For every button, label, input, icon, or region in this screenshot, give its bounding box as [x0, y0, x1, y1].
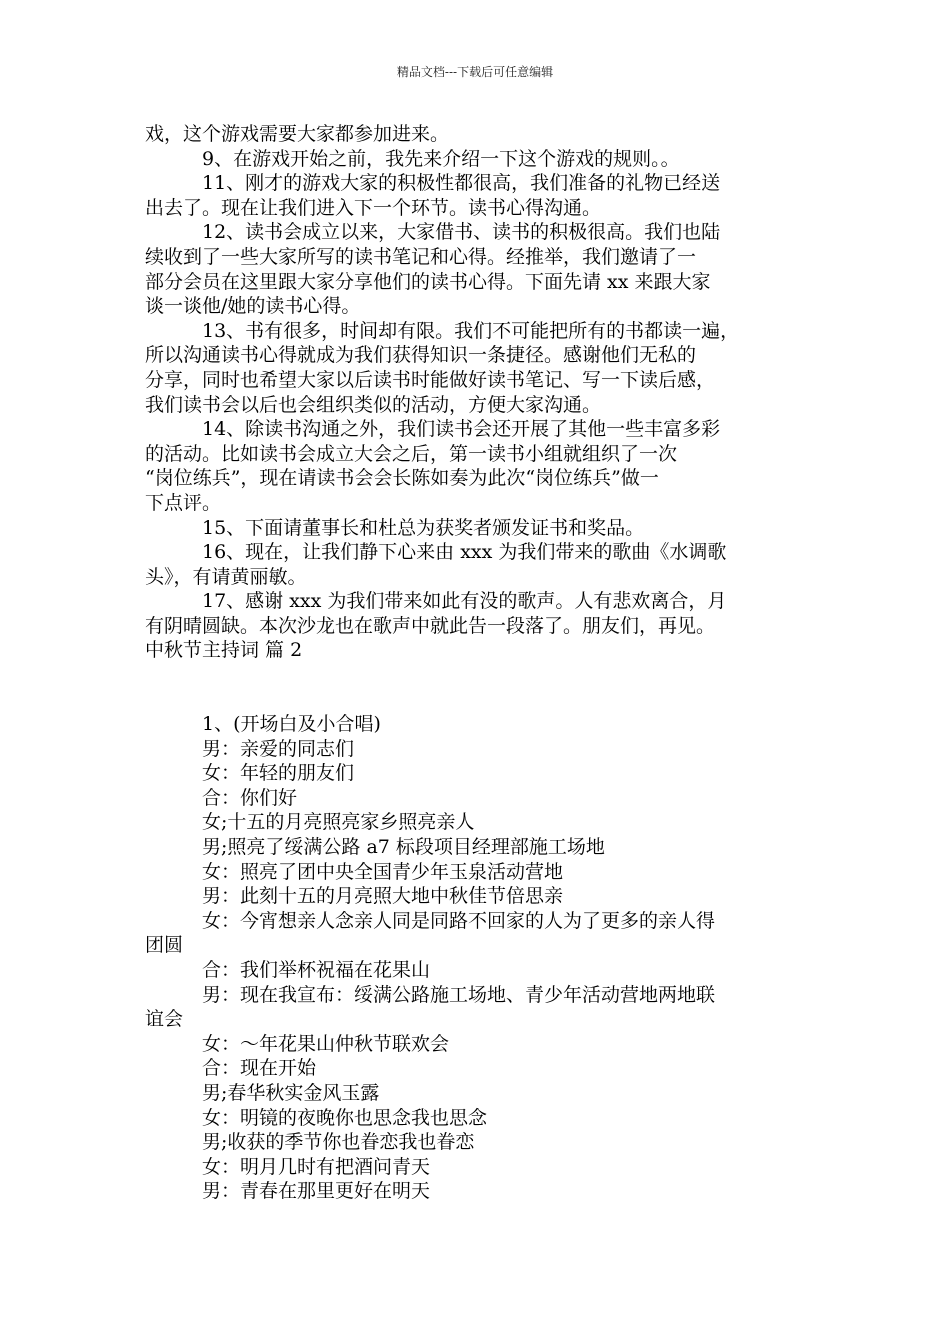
paragraph	[145, 638, 835, 663]
text-line: 12、读书会成立以来，大家借书、读书的积极很高。我们也陆	[202, 221, 721, 244]
dialogue-line	[145, 1179, 835, 1204]
text-line: 14、除读书沟通之外，我们读书会还开展了其他一些丰富多彩	[202, 418, 721, 441]
text-line: 16、现在，让我们静下心来由 xxx 为我们带来的歌曲《水调歌	[202, 541, 727, 564]
dialogue-list	[145, 712, 835, 1204]
page-header: 精品文档---下载后可任意编辑	[396, 65, 554, 79]
dialogue-line	[145, 1081, 835, 1106]
text-line: 出去了。现在让我们进入下一个环节。读书心得沟通。	[145, 196, 602, 219]
text-line: 男;收获的季节你也眷恋我也眷恋	[202, 1131, 475, 1154]
section-spacer	[145, 663, 835, 712]
text-line: 13、书有很多，时间却有限。我们不可能把所有的书都读一遍，	[202, 319, 740, 342]
paragraph	[145, 319, 835, 417]
text-line: 17、感谢 xxx 为我们带来如此有没的歌声。人有悲欢离合，月	[202, 590, 727, 613]
text-line: 合：现在开始	[202, 1057, 317, 1080]
paragraph	[145, 122, 835, 147]
text-line: 男：此刻十五的月亮照大地中秋佳节倍思亲	[202, 885, 564, 908]
text-line: “岗位练兵”，现在请读书会会长陈如奏为此次“岗位练兵”做一	[145, 467, 659, 490]
text-line: 所以沟通读书心得就成为我们获得知识一条捷径。感谢他们无私的	[145, 344, 697, 367]
text-line: 的活动。比如读书会成立大会之后，第一读书小组就组织了一次	[145, 442, 678, 465]
text-line: 男：亲爱的同志们	[202, 737, 355, 760]
text-line: 下点评。	[145, 491, 222, 514]
text-line: 11、刚才的游戏大家的积极性都很高，我们准备的礼物已经送	[202, 172, 721, 195]
paragraph-list	[145, 122, 835, 663]
text-line: 女：明镜的夜晚你也思念我也思念	[202, 1106, 488, 1129]
text-line: 续收到了一些大家所写的读书笔记和心得。经推举，我们邀请了一	[145, 245, 697, 268]
dialogue-line	[145, 909, 835, 958]
dialogue-line	[145, 958, 835, 983]
text-line: 9、在游戏开始之前，我先来介绍一下这个游戏的规则。。	[202, 147, 680, 170]
paragraph	[145, 516, 835, 541]
text-line: 合：我们举杯祝福在花果山	[202, 959, 431, 981]
text-line: 合：你们好	[202, 786, 298, 809]
dialogue-line	[145, 761, 835, 786]
text-line: 中秋节主持词 篇 2	[145, 639, 303, 662]
text-line: 头》，有请黄丽敏。	[145, 565, 307, 588]
dialogue-line	[145, 1032, 835, 1057]
text-line: 女：明月几时有把酒问青天	[202, 1155, 431, 1178]
paragraph	[145, 171, 835, 220]
text-line: 团圆	[145, 934, 184, 957]
text-line: 女;十五的月亮照亮家乡照亮亲人	[202, 811, 475, 834]
document-body	[145, 122, 835, 1204]
paragraph	[145, 147, 835, 172]
paragraph	[145, 540, 835, 589]
text-line: 1、(开场白及小合唱)	[202, 713, 381, 736]
paragraph	[145, 589, 835, 638]
text-line: 部分会员在这里跟大家分享他们的读书心得。下面先请 xx 来跟大家	[145, 270, 711, 293]
text-line: 15、下面请董事长和杜总为获奖者颁发证书和奖品。	[202, 516, 645, 539]
dialogue-line	[145, 712, 835, 737]
text-line: 谊会	[145, 1008, 184, 1031]
text-line: 男：青春在那里更好在明天	[202, 1180, 431, 1203]
text-line: 女：年轻的朋友们	[202, 762, 355, 785]
text-line: 谈一谈他/她的读书心得。	[145, 295, 361, 318]
text-line: 分享，同时也希望大家以后读书时能做好读书笔记、写一下读后感，	[145, 368, 716, 391]
text-line: 男;照亮了绥满公路 a7 标段项目经理部施工场地	[202, 836, 605, 859]
dialogue-line	[145, 835, 835, 860]
dialogue-line	[145, 1106, 835, 1131]
dialogue-line	[145, 884, 835, 909]
dialogue-line	[145, 1155, 835, 1180]
dialogue-line	[145, 1130, 835, 1155]
text-line: 男：现在我宣布：绥满公路施工场地、青少年活动营地两地联	[202, 983, 716, 1006]
dialogue-line	[145, 786, 835, 811]
dialogue-line	[145, 737, 835, 762]
text-line: 女：照亮了团中央全国青少年玉泉活动营地	[202, 860, 564, 883]
dialogue-line	[145, 860, 835, 885]
dialogue-line	[145, 983, 835, 1032]
text-line: 我们读书会以后也会组织类似的活动，方便大家沟通。	[145, 393, 602, 416]
text-line: 女：～年花果山仲秋节联欢会	[202, 1032, 450, 1055]
dialogue-line	[145, 1056, 835, 1081]
dialogue-line	[145, 810, 835, 835]
text-line: 女：今宵想亲人念亲人同是同路不回家的人为了更多的亲人得	[202, 909, 716, 932]
text-line: 戏，这个游戏需要大家都参加进来。	[145, 123, 450, 145]
text-line: 男;春华秋实金风玉露	[202, 1081, 380, 1104]
paragraph	[145, 220, 835, 318]
paragraph	[145, 417, 835, 515]
text-line: 有阴晴圆缺。本次沙龙也在歌声中就此告一段落了。朋友们，再见。	[145, 614, 716, 637]
